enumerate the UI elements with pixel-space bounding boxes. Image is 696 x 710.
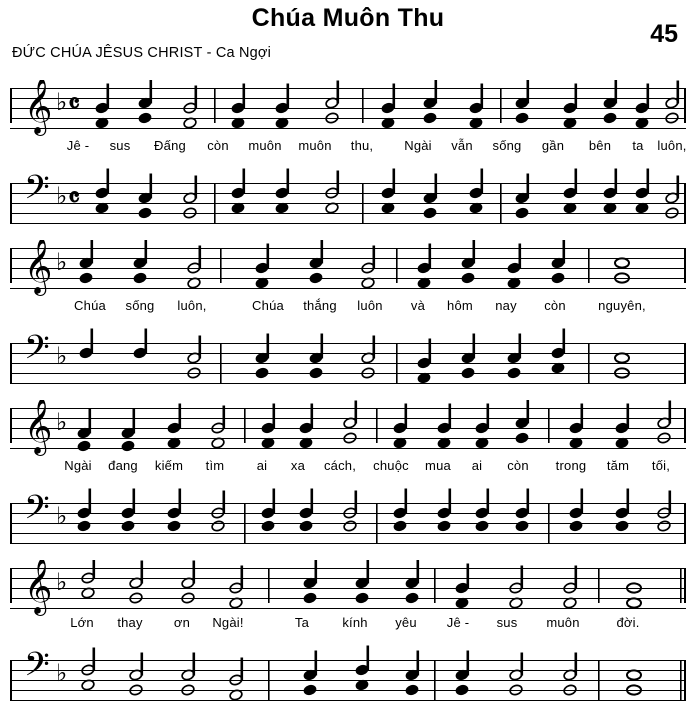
lyric-word: mua xyxy=(425,458,451,473)
staff-block xyxy=(10,80,686,235)
staff-line xyxy=(10,438,686,439)
svg-text:𝄞: 𝄞 xyxy=(24,240,53,294)
staff-line xyxy=(10,598,686,599)
lyric-word: đang xyxy=(108,458,138,473)
lyric-word: hôm xyxy=(447,298,473,313)
lyric-word: ai xyxy=(256,458,268,473)
flat-key-signature: ♭ xyxy=(56,568,68,596)
staff-line xyxy=(10,118,686,119)
lyric-word: nay xyxy=(495,298,517,313)
staff-line xyxy=(10,183,686,184)
staff-line xyxy=(10,363,686,364)
staff-line xyxy=(10,268,686,269)
lyric-word: luôn, xyxy=(657,138,687,153)
system-left-barline xyxy=(10,248,12,283)
lyric-word: và xyxy=(410,298,426,313)
lyric-word: còn xyxy=(544,298,566,313)
staff-line xyxy=(10,690,686,691)
lyric-word: tối, xyxy=(651,458,671,473)
lyric-word: Ngài! xyxy=(212,615,244,630)
hymn-number: 45 xyxy=(650,20,678,48)
flat-key-signature: ♭ xyxy=(56,408,68,436)
system-left-barline xyxy=(10,568,12,603)
lyric-word: thắng xyxy=(303,298,337,313)
bass-staff xyxy=(10,183,686,223)
staff-line xyxy=(10,108,686,109)
system-left-barline xyxy=(10,408,12,443)
staff-line xyxy=(10,288,686,289)
staff-line xyxy=(10,568,686,569)
lyric-word: Ngài xyxy=(404,138,432,153)
lyric-word: Ta xyxy=(294,615,310,630)
page-title: Chúa Muôn Thu xyxy=(251,4,445,32)
lyric-word: tăm xyxy=(606,458,630,473)
staff-line xyxy=(10,128,686,129)
staff-line xyxy=(10,578,686,579)
lyrics-line-3 xyxy=(10,458,686,476)
lyric-word: muôn xyxy=(546,615,580,630)
lyric-word: Jê - xyxy=(446,615,470,630)
lyric-word: thu, xyxy=(350,138,374,153)
lyric-word: vẫn xyxy=(451,138,473,153)
staff-line xyxy=(10,700,686,701)
staff-line xyxy=(10,408,686,409)
lyric-word: ta xyxy=(632,138,644,153)
lyric-word: yêu xyxy=(395,615,417,630)
lyric-word: muôn xyxy=(298,138,332,153)
staff-line xyxy=(10,88,686,89)
staff-line xyxy=(10,278,686,279)
svg-text:𝄢: 𝄢 xyxy=(24,329,50,375)
lyric-word: sống xyxy=(125,298,155,313)
staff-line xyxy=(10,448,686,449)
svg-text:𝄞: 𝄞 xyxy=(24,400,53,454)
lyric-word: sus xyxy=(496,615,518,630)
flat-key-signature: ♭ xyxy=(56,182,68,210)
lyric-word: xa xyxy=(290,458,306,473)
flat-key-signature: ♭ xyxy=(56,342,68,370)
common-time-signature: 𝄴 xyxy=(68,183,81,214)
staff-line xyxy=(10,98,686,99)
bass-staff xyxy=(10,503,686,543)
lyric-word: Đấng xyxy=(154,138,186,153)
common-time-signature: 𝄴 xyxy=(68,89,81,120)
svg-text:𝄢: 𝄢 xyxy=(24,646,50,692)
lyrics-line-1 xyxy=(10,138,686,156)
lyric-word: nguyên, xyxy=(598,298,646,313)
staff-line xyxy=(10,660,686,661)
staff-line xyxy=(10,608,686,609)
music-system-4 xyxy=(10,560,686,710)
lyric-word: Lớn xyxy=(70,615,94,630)
staff-line xyxy=(10,428,686,429)
music-system-3 xyxy=(10,400,686,555)
system-left-barline xyxy=(10,343,12,384)
flat-key-signature: ♭ xyxy=(56,502,68,530)
staff-block xyxy=(10,560,686,710)
lyric-word: tìm xyxy=(205,458,225,473)
staff-line xyxy=(10,588,686,589)
staff-line xyxy=(10,353,686,354)
staff-line xyxy=(10,543,686,544)
hymn-subtitle: ĐỨC CHÚA JÊSUS CHRIST - Ca Ngợi xyxy=(12,45,272,61)
lyric-word: cách, xyxy=(323,458,357,473)
staff-line xyxy=(10,343,686,344)
staff-line xyxy=(10,213,686,214)
flat-key-signature: ♭ xyxy=(56,88,68,116)
lyric-word: Ngài xyxy=(64,458,92,473)
staff-line xyxy=(10,203,686,204)
lyric-word: còn xyxy=(507,458,529,473)
lyric-word: Chúa xyxy=(74,298,106,313)
staff-line xyxy=(10,193,686,194)
lyric-word: thay xyxy=(117,615,143,630)
lyric-word: sus xyxy=(109,138,131,153)
bass-staff xyxy=(10,343,686,383)
music-system-1 xyxy=(10,80,686,235)
lyric-word: bên xyxy=(588,138,612,153)
system-left-barline xyxy=(10,660,12,701)
lyric-word: muôn xyxy=(248,138,282,153)
system-left-barline xyxy=(10,503,12,544)
staff-line xyxy=(10,533,686,534)
staff-line xyxy=(10,670,686,671)
lyrics-line-2 xyxy=(10,298,686,316)
music-system-2 xyxy=(10,240,686,395)
lyric-word: sống xyxy=(492,138,522,153)
lyric-word: đời. xyxy=(616,615,640,630)
lyric-word: kiếm xyxy=(154,458,184,473)
lyric-word: luôn xyxy=(357,298,383,313)
lyric-word: Jê - xyxy=(66,138,90,153)
staff-block xyxy=(10,240,686,395)
staff-line xyxy=(10,223,686,224)
lyrics-line-4 xyxy=(10,615,686,633)
system-left-barline xyxy=(10,88,12,123)
treble-staff xyxy=(10,88,686,128)
staff-line xyxy=(10,373,686,374)
lyric-word: luôn, xyxy=(177,298,207,313)
lyric-word: trong xyxy=(555,458,587,473)
treble-staff xyxy=(10,408,686,448)
staff-line xyxy=(10,418,686,419)
flat-key-signature: ♭ xyxy=(56,659,68,687)
staff-line xyxy=(10,258,686,259)
svg-text:𝄞: 𝄞 xyxy=(24,560,53,614)
staff-line xyxy=(10,513,686,514)
staff-line xyxy=(10,523,686,524)
treble-staff xyxy=(10,248,686,288)
svg-text:𝄢: 𝄢 xyxy=(24,489,50,535)
lyric-word: gần xyxy=(541,138,565,153)
lyric-word: ơn xyxy=(173,615,191,630)
lyric-word: ai xyxy=(471,458,483,473)
lyric-word: còn xyxy=(207,138,229,153)
staff-line xyxy=(10,383,686,384)
treble-staff xyxy=(10,568,686,608)
svg-text:𝄞: 𝄞 xyxy=(24,80,53,134)
svg-text:𝄢: 𝄢 xyxy=(24,169,50,215)
staff-line xyxy=(10,248,686,249)
staff-block xyxy=(10,400,686,555)
lyric-word: kính xyxy=(342,615,368,630)
system-left-barline xyxy=(10,183,12,224)
staff-line xyxy=(10,680,686,681)
flat-key-signature: ♭ xyxy=(56,248,68,276)
lyric-word: Chúa xyxy=(252,298,284,313)
bass-staff xyxy=(10,660,686,700)
staff-line xyxy=(10,503,686,504)
lyric-word: chuộc xyxy=(373,458,409,473)
